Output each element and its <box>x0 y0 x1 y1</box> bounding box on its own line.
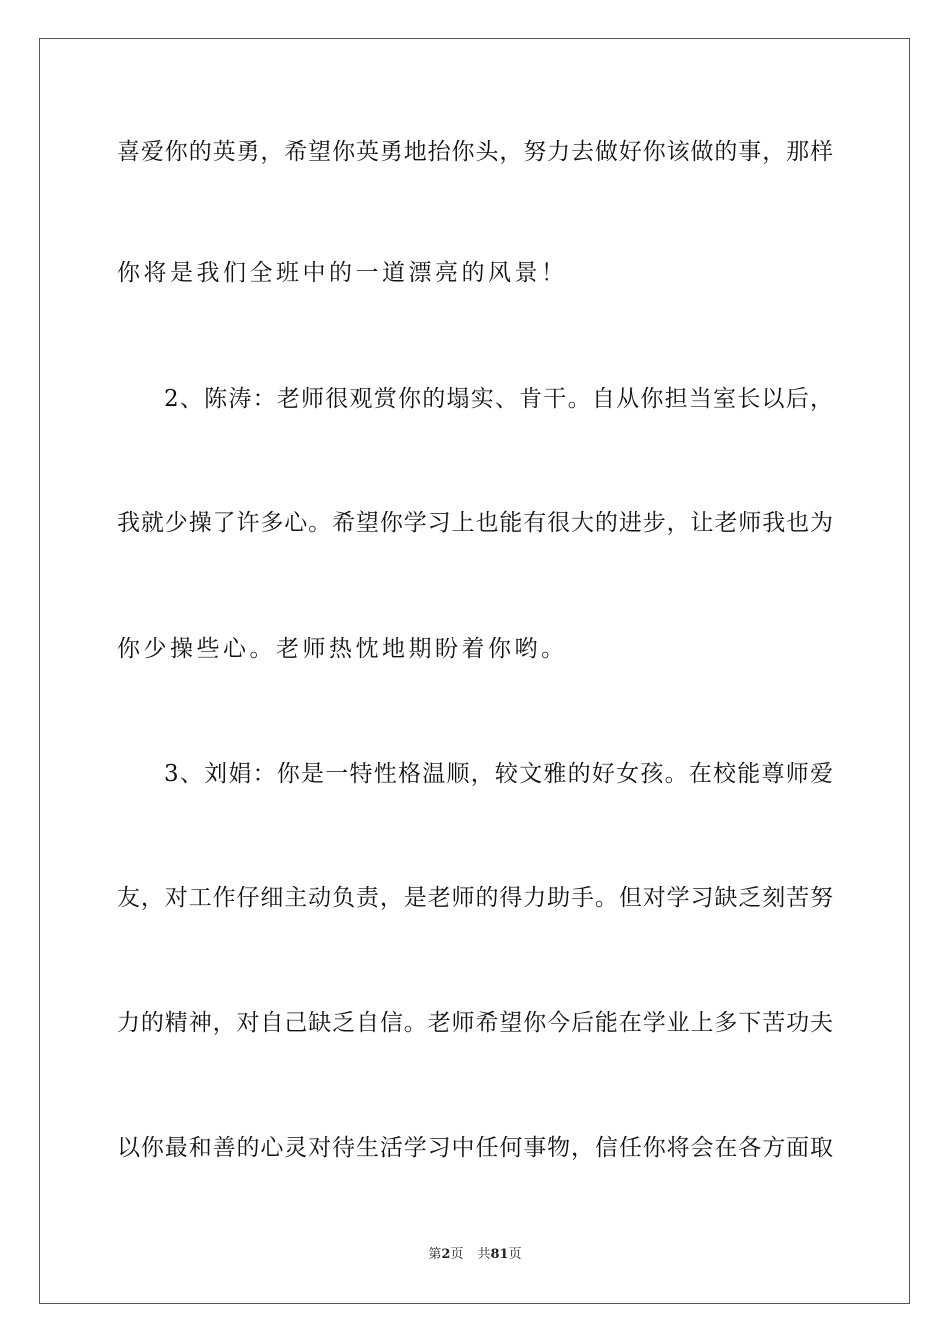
paragraph-line: 以你最和善的心灵对待生活学习中任何事物，信任你将会在各方面取 <box>117 1135 833 1161</box>
paragraph-line: 你少操些心。老师热忱地期盼着你哟。 <box>117 636 568 662</box>
paragraph-line: 友，对工作仔细主动负责，是老师的得力助手。但对学习缺乏刻苦努 <box>117 885 833 911</box>
page-border <box>39 38 910 1304</box>
page-suffix: 页 <box>450 1247 464 1262</box>
paragraph-line: 喜爱你的英勇，希望你英勇地抬你头，努力去做好你该做的事，那样 <box>117 139 833 165</box>
paragraph-line: 我就少操了许多心。希望你学习上也能有很大的进步，让老师我也为 <box>117 510 833 536</box>
paragraph-line: 3、刘娟：你是一特性格温顺，较文雅的好女孩。在校能尊师爱 <box>164 761 833 787</box>
total-pages: 81 <box>490 1247 509 1262</box>
paragraph-line: 你将是我们全班中的一道漂亮的风景！ <box>117 260 568 286</box>
total-suffix: 页 <box>508 1247 522 1262</box>
page-prefix: 第 <box>428 1247 442 1262</box>
page-number: 2 <box>441 1247 451 1262</box>
paragraph-line: 2、陈涛：老师很观赏你的塌实、肯干。自从你担当室长以后， <box>164 386 833 412</box>
paragraph-line: 力的精神，对自己缺乏自信。老师希望你今后能在学业上多下苦功夫 <box>117 1010 833 1036</box>
total-prefix: 共 <box>477 1247 491 1262</box>
page-footer <box>0 1246 950 1264</box>
